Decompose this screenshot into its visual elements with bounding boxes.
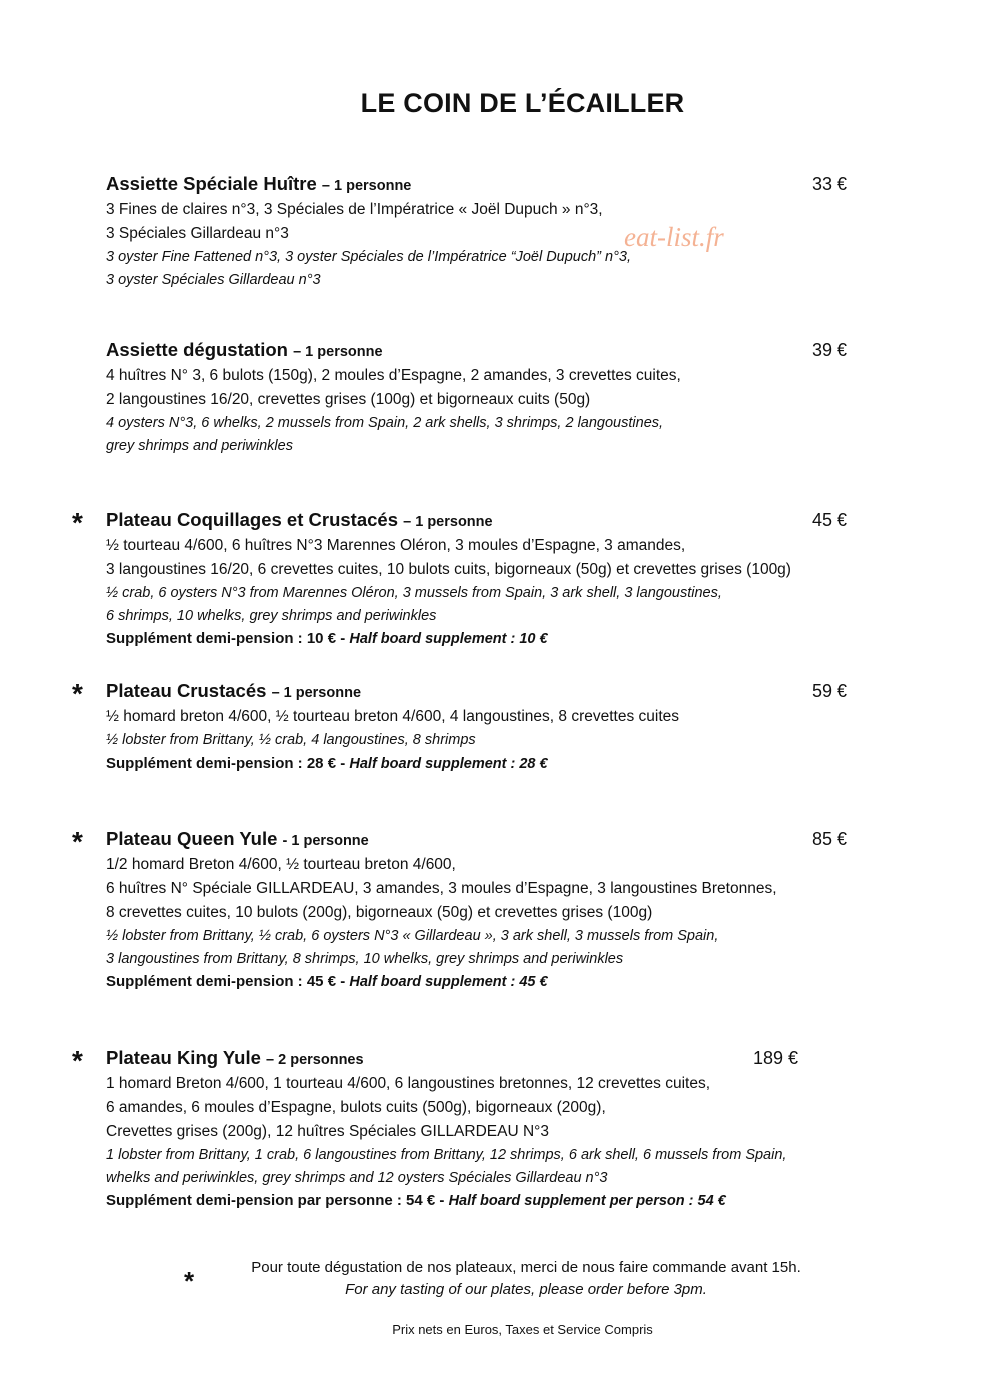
item-desc-en-line: grey shrimps and periwinkles <box>106 437 293 454</box>
item-desc-fr-line: 1/2 homard Breton 4/600, ½ tourteau breton 4/600, <box>106 856 456 873</box>
item-desc-en-line: 4 oysters N°3, 6 whelks, 2 mussels from Spain, 2 ark shells, 3 shrimps, 2 langoustines, <box>106 415 664 431</box>
footer-prices-note: Prix nets en Euros, Taxes et Service Compris <box>392 1322 653 1337</box>
item-name: Assiette Spéciale Huître <box>106 173 317 194</box>
item-desc-en-line: 6 shrimps, 10 whelks, grey shrimps and periwinkles <box>106 607 437 624</box>
item-desc-fr-line: 3 Fines de claires n°3, 3 Spéciales de l’Impératrice « Joël Dupuch » n°3, <box>106 201 603 218</box>
menu-item-plateau-queen-yule <box>72 826 986 994</box>
item-name: Plateau Coquillages et Crustacés <box>106 509 398 530</box>
menu-item-plateau-coquillages-crustaces <box>72 507 986 651</box>
item-desc-en-line: 3 langoustines from Brittany, 8 shrimps, 10 whelks, grey shrimps and periwinkles <box>106 950 624 967</box>
asterisk-icon: * <box>72 507 83 538</box>
item-name: Plateau Queen Yule <box>106 828 278 849</box>
item-name: Plateau King Yule <box>106 1047 261 1068</box>
item-price: 45 € <box>812 510 848 530</box>
item-persons: - 1 personne <box>282 833 369 849</box>
item-desc-fr-line: 2 langoustines 16/20, crevettes grises (100g) et bigorneaux cuits (50g) <box>106 391 591 408</box>
menu-item-assiette-degustation <box>106 338 986 457</box>
item-supplement <box>106 970 986 994</box>
item-price: 85 € <box>812 829 848 849</box>
item-desc-fr-line: 8 crevettes cuites, 10 bulots (200g), bigorneaux (50g) et crevettes grises (100g) <box>106 904 653 921</box>
item-persons: – 1 personne <box>403 514 493 530</box>
item-price: 39 € <box>812 340 848 360</box>
supplement-fr: Supplément demi-pension : 28 € - <box>106 754 350 772</box>
page-title: LE COIN DE L’ÉCAILLER <box>360 88 685 118</box>
watermark: eat-list.fr <box>624 222 724 252</box>
item-desc-fr-line: ½ homard breton 4/600, ½ tourteau breton 4/600, 4 langoustines, 8 crevettes cuites <box>106 708 680 725</box>
order-note <box>216 1257 836 1301</box>
supplement-en: Half board supplement : 28 € <box>349 755 548 772</box>
supplement-fr: Supplément demi-pension : 10 € - <box>106 630 350 647</box>
item-desc-fr-line: 4 huîtres N° 3, 6 bulots (150g), 2 moules d’Espagne, 2 amandes, 3 crevettes cuites, <box>106 367 681 384</box>
item-price: 59 € <box>812 681 848 701</box>
item-desc-en-line: 1 lobster from Brittany, 1 crab, 6 langoustines from Brittany, 12 shrimps, 6 ark shell, 6 mussels from Spain, <box>106 1147 787 1163</box>
item-desc-en-line: whelks and periwinkles, grey shrimps and 12 oysters Spéciales Gillardeau n°3 <box>106 1169 608 1186</box>
asterisk-icon: * <box>184 1266 195 1296</box>
menu-item-assiette-speciale-huitre <box>106 172 986 291</box>
item-desc-en-line: 3 oyster Fine Fattened n°3, 3 oyster Spéciales de l’Impératrice “Joël Dupuch” n°3, <box>106 249 631 265</box>
item-desc-en-line: 3 oyster Spéciales Gillardeau n°3 <box>106 271 321 288</box>
supplement-fr: Supplément demi-pension : 45 € - <box>106 973 350 990</box>
item-price: 189 € <box>753 1048 799 1068</box>
item-persons: – 2 personnes <box>266 1052 364 1068</box>
note-en: For any tasting of our plates, please order before 3pm. <box>345 1281 707 1298</box>
supplement-en: Half board supplement per person : 54 € <box>448 1193 726 1209</box>
menu-item-plateau-king-yule <box>72 1045 986 1213</box>
item-supplement <box>106 1189 986 1213</box>
supplement-en: Half board supplement : 45 € <box>349 974 548 990</box>
item-desc-fr-line: 3 langoustines 16/20, 6 crevettes cuites, 10 bulots cuits, bigorneaux (50g) et crevettes grises (100g) <box>106 561 791 578</box>
item-name: Assiette dégustation <box>106 339 288 360</box>
item-persons: – 1 personne <box>293 344 383 360</box>
asterisk-icon: * <box>72 826 83 857</box>
item-desc-fr-line: 1 homard Breton 4/600, 1 tourteau 4/600, 6 langoustines bretonnes, 12 crevettes cuites, <box>106 1075 711 1092</box>
asterisk-icon: * <box>72 1045 83 1076</box>
item-desc-fr-line: 6 amandes, 6 moules d’Espagne, bulots cuits (500g), bigorneaux (200g), <box>106 1099 606 1116</box>
supplement-fr: Supplément demi-pension par personne : 54 € - <box>106 1192 449 1209</box>
item-name: Plateau Crustacés <box>106 680 267 701</box>
note-fr: Pour toute dégustation de nos plateaux, merci de nous faire commande avant 15h. <box>251 1259 801 1276</box>
item-desc-fr-line: 6 huîtres N° Spéciale GILLARDEAU, 3 amandes, 3 moules d’Espagne, 3 langoustines Bretonnes, <box>106 880 777 897</box>
item-persons: – 1 personne <box>271 685 362 701</box>
asterisk-icon: * <box>72 678 83 709</box>
item-price: 33 € <box>812 174 848 194</box>
menu-item-plateau-crustaces <box>72 678 986 776</box>
item-desc-fr-line: 3 Spéciales Gillardeau n°3 <box>106 225 289 242</box>
item-persons: – 1 personne <box>321 178 412 194</box>
item-desc-en-line: ½ crab, 6 oysters N°3 from Marennes Oléron, 3 mussels from Spain, 3 ark shell, 3 langoustines, <box>106 585 722 601</box>
item-desc-fr-line: ½ tourteau 4/600, 6 huîtres N°3 Marennes Oléron, 3 moules d’Espagne, 3 amandes, <box>106 537 686 554</box>
item-supplement <box>106 752 986 776</box>
item-desc-en-line: ½ lobster from Brittany, ½ crab, 6 oysters N°3 « Gillardeau », 3 ark shell, 3 mussels from Spain, <box>106 928 719 944</box>
supplement-en: Half board supplement : 10 € <box>349 631 548 647</box>
item-desc-fr-line: Crevettes grises (200g), 12 huîtres Spéciales GILLARDEAU N°3 <box>106 1123 549 1140</box>
item-desc-en-line: ½ lobster from Brittany, ½ crab, 4 langoustines, 8 shrimps <box>106 732 476 748</box>
item-supplement <box>106 627 986 651</box>
